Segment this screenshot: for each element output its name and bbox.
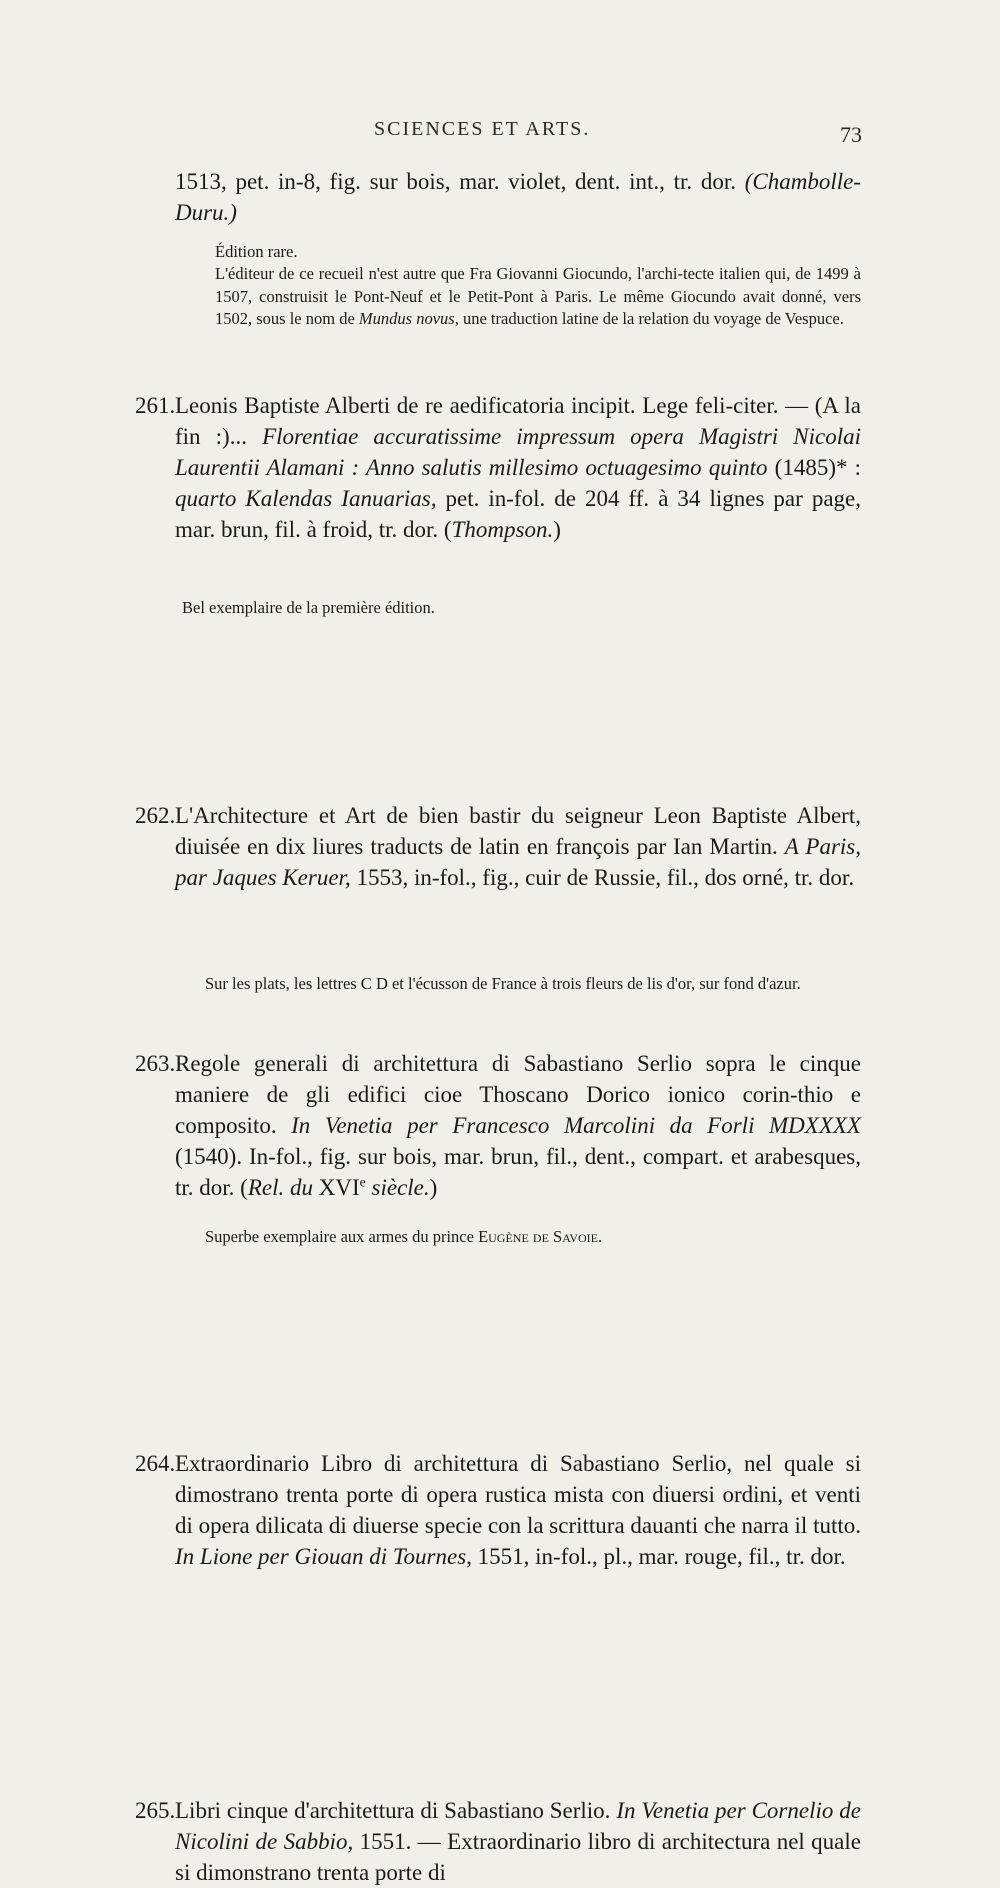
running-head: SCIENCES ET ARTS. xyxy=(374,118,591,140)
entry-263-note: Sur les plats, les lettres C D et l'écusson de France à trois fleurs de lis d'or, sur fond d'azur. xyxy=(205,974,801,993)
entry-number: 263. xyxy=(135,1051,176,1076)
prev-entry-continuation xyxy=(175,166,861,228)
entry-text: Leonis Baptiste Alberti de re aedificatoria incipit. Lege feli-citer. — (A la fin :)... Florentiae accuratissime impressum opera Magistri Nicolai Laurentii Alamani : Anno salutis millesimo octuagesimo quinto (1485)* : quarto Kalendas Ianuarias, pet. in-fol. de 204 ff. à 34 lignes par page, mar. brun, fil. à froid, tr. dor. (Thompson.) xyxy=(175,393,861,542)
entry-264 xyxy=(135,1448,861,1572)
entry-text: L'Architecture et Art de bien bastir du seigneur Leon Baptiste Albert, diuisée en dix liures traducts de latin en françois par Ian Martin. A Paris, par Jaques Keruer, 1553, in-fol., fig., cuir de Russie, fil., dos orné, tr. dor. xyxy=(175,803,862,890)
entry-number: 264. xyxy=(135,1451,176,1476)
page-number: 73 xyxy=(840,122,862,147)
prev-entry-notes xyxy=(215,241,861,331)
note-giocundo: L'éditeur de ce recueil n'est autre que Fra Giovanni Giocundo, l'archi-tecte italien qui, de 1499 à 1507, construisit le Pont-Neuf et le Petit-Pont à Paris. Le même Giocundo avait donné, vers 1502, sous le nom de Mundus novus, une traduction latine de la relation du voyage de Vespuce. xyxy=(215,264,861,328)
entry-number: 265. xyxy=(135,1798,176,1823)
binder-name: (Chambolle-Duru.) xyxy=(175,169,861,225)
entry-265 xyxy=(135,1795,861,1888)
entry-261 xyxy=(135,390,861,545)
entry-number: 261. xyxy=(135,393,176,418)
note-edition-rare: Édition rare. xyxy=(215,242,298,261)
entry-text: Regole generali di architettura di Sabastiano Serlio sopra le cinque maniere de gli edifici cioe Thoscano Dorico ionico corin-thio e composito. In Venetia per Francesco Marcolini da Forli MDXXXX (1540). In-fol., fig. sur bois, mar. brun, fil., dent., compart. et arabesques, tr. dor. (Rel. du XVIe siècle.) xyxy=(175,1051,861,1200)
prev-entry-text: 1513, pet. in-8, fig. sur bois, mar. violet, dent. int., tr. dor. (Chambolle-Duru.) xyxy=(175,169,861,225)
entry-text: Libri cinque d'architettura di Sabastiano Serlio. In Venetia per Cornelio de Nicolini de Sabbio, 1551. — Extraordinario libro di architectura nel quale si dimonstrano trenta porte di xyxy=(175,1798,861,1885)
entry-262 xyxy=(135,800,862,893)
entry-263 xyxy=(135,1048,861,1203)
entry-number: 262. xyxy=(135,803,176,828)
entry-264-note: Superbe exemplaire aux armes du prince Eugène de Savoie. xyxy=(205,1227,603,1246)
entry-text: Extraordinario Libro di architettura di Sabastiano Serlio, nel quale si dimostrano trenta porte di opera rustica mista con diuersi ordini, et venti di opera dilicata di diuerse specie con la scrittura dauanti che narra il tutto. In Lione per Giouan di Tournes, 1551, in-fol., pl., mar. rouge, fil., tr. dor. xyxy=(175,1451,861,1569)
entry-261-note: Bel exemplaire de la première édition. xyxy=(182,598,435,617)
